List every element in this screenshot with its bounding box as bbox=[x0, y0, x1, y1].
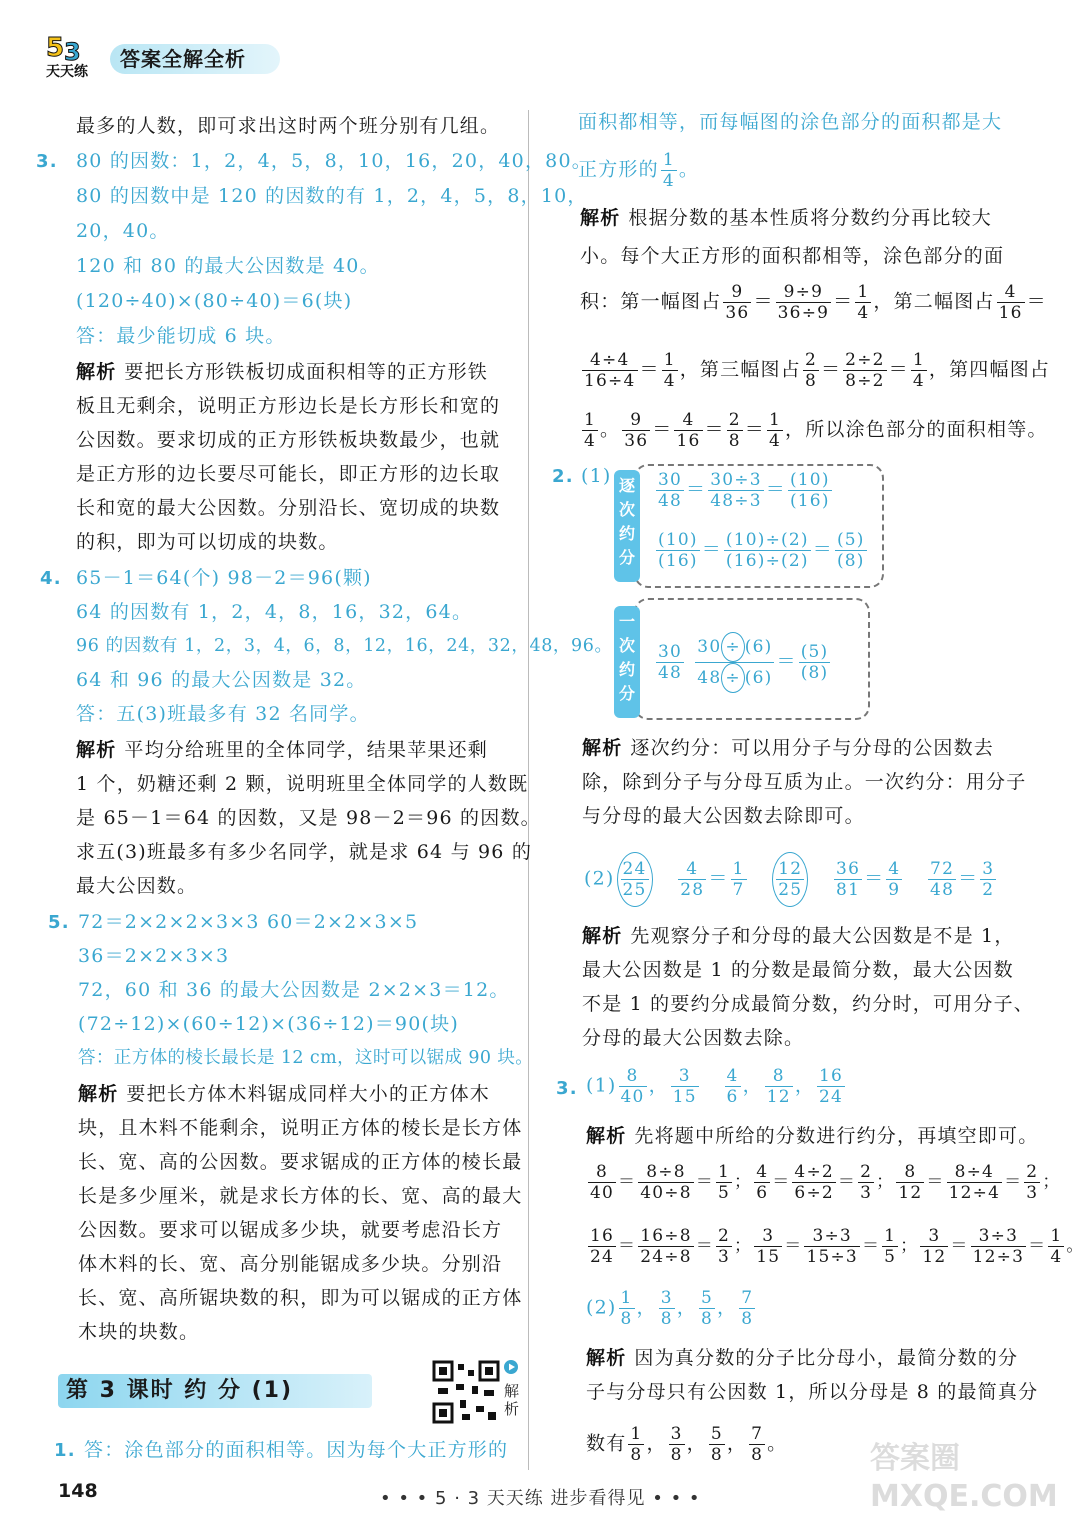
answer-line: 65－1＝64(个) 98－2＝96(颗) bbox=[76, 567, 372, 589]
answer-line: 正方形的 bbox=[578, 158, 659, 181]
analysis-line: 小。每个大正方形的面积都相等，涂色部分的面 bbox=[580, 245, 1005, 267]
part-label: (1) bbox=[586, 1074, 617, 1097]
part-label: (1) bbox=[581, 465, 612, 487]
analysis-line: ，第四幅图占 bbox=[928, 358, 1051, 381]
analysis-line: ，所以涂色部分的面积相等。 bbox=[785, 418, 1048, 441]
analysis-line: 最大公因数。 bbox=[76, 875, 198, 897]
question-number: 2. bbox=[552, 466, 574, 487]
analysis-line: 要把长方形铁板切成面积相等的正方形铁 bbox=[124, 361, 489, 383]
line: 最多的人数，即可求出这时两个班分别有几组。 bbox=[76, 115, 501, 137]
analysis-line: 1 个，奶糖还剩 2 颗，说明班里全体同学的人数既 bbox=[76, 773, 529, 795]
analysis-line: 子与分母只有公因数 1，所以分母是 8 的最简真分 bbox=[586, 1381, 1039, 1403]
analysis-tag: 解析 bbox=[582, 925, 623, 947]
analysis-tag: 解析 bbox=[586, 1125, 627, 1147]
answer-line: 答：涂色部分的面积相等。因为每个大正方形的 bbox=[84, 1439, 509, 1461]
qr-code-icon[interactable] bbox=[432, 1360, 500, 1424]
play-icon bbox=[504, 1360, 518, 1374]
analysis-line: 不是 1 的要约分成最简分数，约分时，可用分子、 bbox=[582, 993, 1034, 1015]
answer-line: 80 的因数中是 120 的因数的有 1，2，4，5，8，10， bbox=[76, 185, 588, 207]
analysis-line: 逐次约分：可以用分子与分母的公因数去 bbox=[630, 737, 995, 759]
analysis-line: 根据分数的基本性质将分数约分再比较大 bbox=[628, 207, 993, 229]
lesson-title: 第 3 课时 约 分 (1) bbox=[58, 1374, 372, 1408]
analysis-line: 长是多少厘米，就是求长方体的长、宽、高的最大 bbox=[78, 1185, 523, 1207]
analysis-line: 是 65－1＝64 的因数，又是 98－2＝96 的因数。 bbox=[76, 807, 541, 829]
analysis-line: 木块的块数。 bbox=[78, 1321, 200, 1343]
answer-line: 80 的因数：1，2，4，5，8，10，16，20，40，80。 bbox=[76, 150, 592, 172]
analysis-line: 求五(3)班最多有多少名同学，就是求 64 与 96 的 bbox=[76, 841, 533, 863]
part-label: (2) bbox=[586, 1296, 617, 1319]
svg-text:3: 3 bbox=[64, 38, 81, 66]
once-label: 一次约分 bbox=[614, 606, 640, 718]
analysis-line: 数有 bbox=[586, 1432, 627, 1455]
analysis-line: 长、宽、高所锯块数的积，即为可以锯成的正方体 bbox=[78, 1287, 523, 1309]
analysis-line: 公因数。要求可以锯成多少块，就要考虑沿长方 bbox=[78, 1219, 503, 1241]
analysis-line: 先将题中所给的分数进行约分，再填空即可。 bbox=[634, 1125, 1039, 1147]
analysis-line: 因为真分数的分子比分母小，最简分数的分 bbox=[634, 1347, 1019, 1369]
answer-line: (72÷12)×(60÷12)×(36÷12)＝90(块) bbox=[78, 1013, 459, 1035]
question-number: 3. bbox=[556, 1078, 578, 1099]
page-number: 148 bbox=[58, 1480, 98, 1502]
answer-line: 72＝2×2×2×3×3 60＝2×2×3×5 bbox=[78, 911, 419, 933]
analysis-line: ，第三幅图占 bbox=[679, 358, 801, 381]
answer-line: 64 和 96 的最大公因数是 32。 bbox=[76, 669, 367, 691]
analysis-line: 板且无剩余，说明正方形边长是长方形长和宽的 bbox=[76, 395, 501, 417]
answer-line: 答：五(3)班最多有 32 名同学。 bbox=[76, 703, 370, 725]
analysis-line: 块，且木料不能剩余，说明正方体的棱长是长方体 bbox=[78, 1117, 523, 1139]
analysis-line: 体木料的长、宽、高分别能锯成多少块。分别沿 bbox=[78, 1253, 503, 1275]
answer-line: 72，60 和 36 的最大公因数是 2×2×3＝12。 bbox=[78, 979, 510, 1001]
question-number: 3. bbox=[36, 151, 58, 172]
answer-line: 面积都相等，而每幅图的涂色部分的面积都是大 bbox=[578, 111, 1003, 133]
analysis-line: 先观察分子和分母的最大公因数是不是 1， bbox=[630, 925, 1015, 947]
analysis-line: 要把长方体木料锯成同样大小的正方体木 bbox=[126, 1083, 491, 1105]
analysis-tag: 解析 bbox=[582, 737, 623, 759]
footer-slogan: • • • 5 · 3 天天练 进步看得见 • • • bbox=[380, 1488, 701, 1509]
analysis-tag: 解析 bbox=[586, 1347, 627, 1369]
analysis-tag: 解析 bbox=[76, 361, 117, 383]
analysis-line: 是正方形的边长要尽可能长，即正方形的边长取 bbox=[76, 463, 501, 485]
analysis-line: ，第二幅图占 bbox=[873, 290, 995, 313]
question-number: 4. bbox=[40, 568, 62, 589]
analysis-line: 积：第一幅图占 bbox=[580, 290, 722, 313]
analysis-line: 长和宽的最大公因数。分别沿长、宽切成的块数 bbox=[76, 497, 501, 519]
answer-line: 20，40。 bbox=[76, 220, 170, 242]
qr-label: 解析 bbox=[504, 1382, 520, 1418]
answer-line: 答：正方体的棱长最长是 12 cm，这时可以锯成 90 块。 bbox=[78, 1048, 534, 1068]
answer-line: (120÷40)×(80÷40)＝6(块) bbox=[76, 290, 353, 312]
analysis-line: 公因数。要求切成的正方形铁板块数最少，也就 bbox=[76, 429, 501, 451]
analysis-line: 长、宽、高的公因数。要求锯成的正方体的棱长最 bbox=[78, 1151, 523, 1173]
analysis-line: 与分母的最大公因数去除即可。 bbox=[582, 805, 865, 827]
answer-line: 答：最少能切成 6 块。 bbox=[76, 325, 286, 347]
question-number: 1. bbox=[54, 1440, 76, 1461]
watermark: 答案圈 MXQE.COM bbox=[870, 1441, 1058, 1514]
question-number: 5. bbox=[48, 912, 70, 933]
question-3 bbox=[36, 143, 58, 180]
svg-text:天天练: 天天练 bbox=[46, 64, 88, 80]
svg-text:5: 5 bbox=[46, 33, 65, 63]
part-label: (2) bbox=[584, 867, 615, 890]
analysis-tag: 解析 bbox=[580, 207, 621, 229]
analysis-line: 分母的最大公因数去除。 bbox=[582, 1027, 805, 1049]
analysis-line: 的积，即为可以切成的块数。 bbox=[76, 531, 339, 553]
header-title: 答案全解全析 bbox=[110, 44, 280, 74]
analysis-tag: 解析 bbox=[76, 739, 117, 761]
stepwise-label: 逐次约分 bbox=[614, 470, 640, 582]
answer-line: 64 的因数有 1，2，4，8，16，32，64。 bbox=[76, 601, 473, 623]
answer-line: 96 的因数有 1，2，3，4，6，8，12，16，24，32，48，96。 bbox=[76, 636, 613, 656]
analysis-line: 平均分给班里的全体同学，结果苹果还剩 bbox=[124, 739, 489, 761]
brand-logo bbox=[44, 30, 110, 80]
answer-line: 36＝2×2×3×3 bbox=[78, 945, 230, 967]
analysis-tag: 解析 bbox=[78, 1083, 119, 1105]
answer-line: 120 和 80 的最大公因数是 40。 bbox=[76, 255, 380, 277]
analysis-line: 最大公因数是 1 的分数是最简分数，最大公因数 bbox=[582, 959, 1014, 981]
analysis-line: 除，除到分子与分母互质为止。一次约分：用分子 bbox=[582, 771, 1027, 793]
